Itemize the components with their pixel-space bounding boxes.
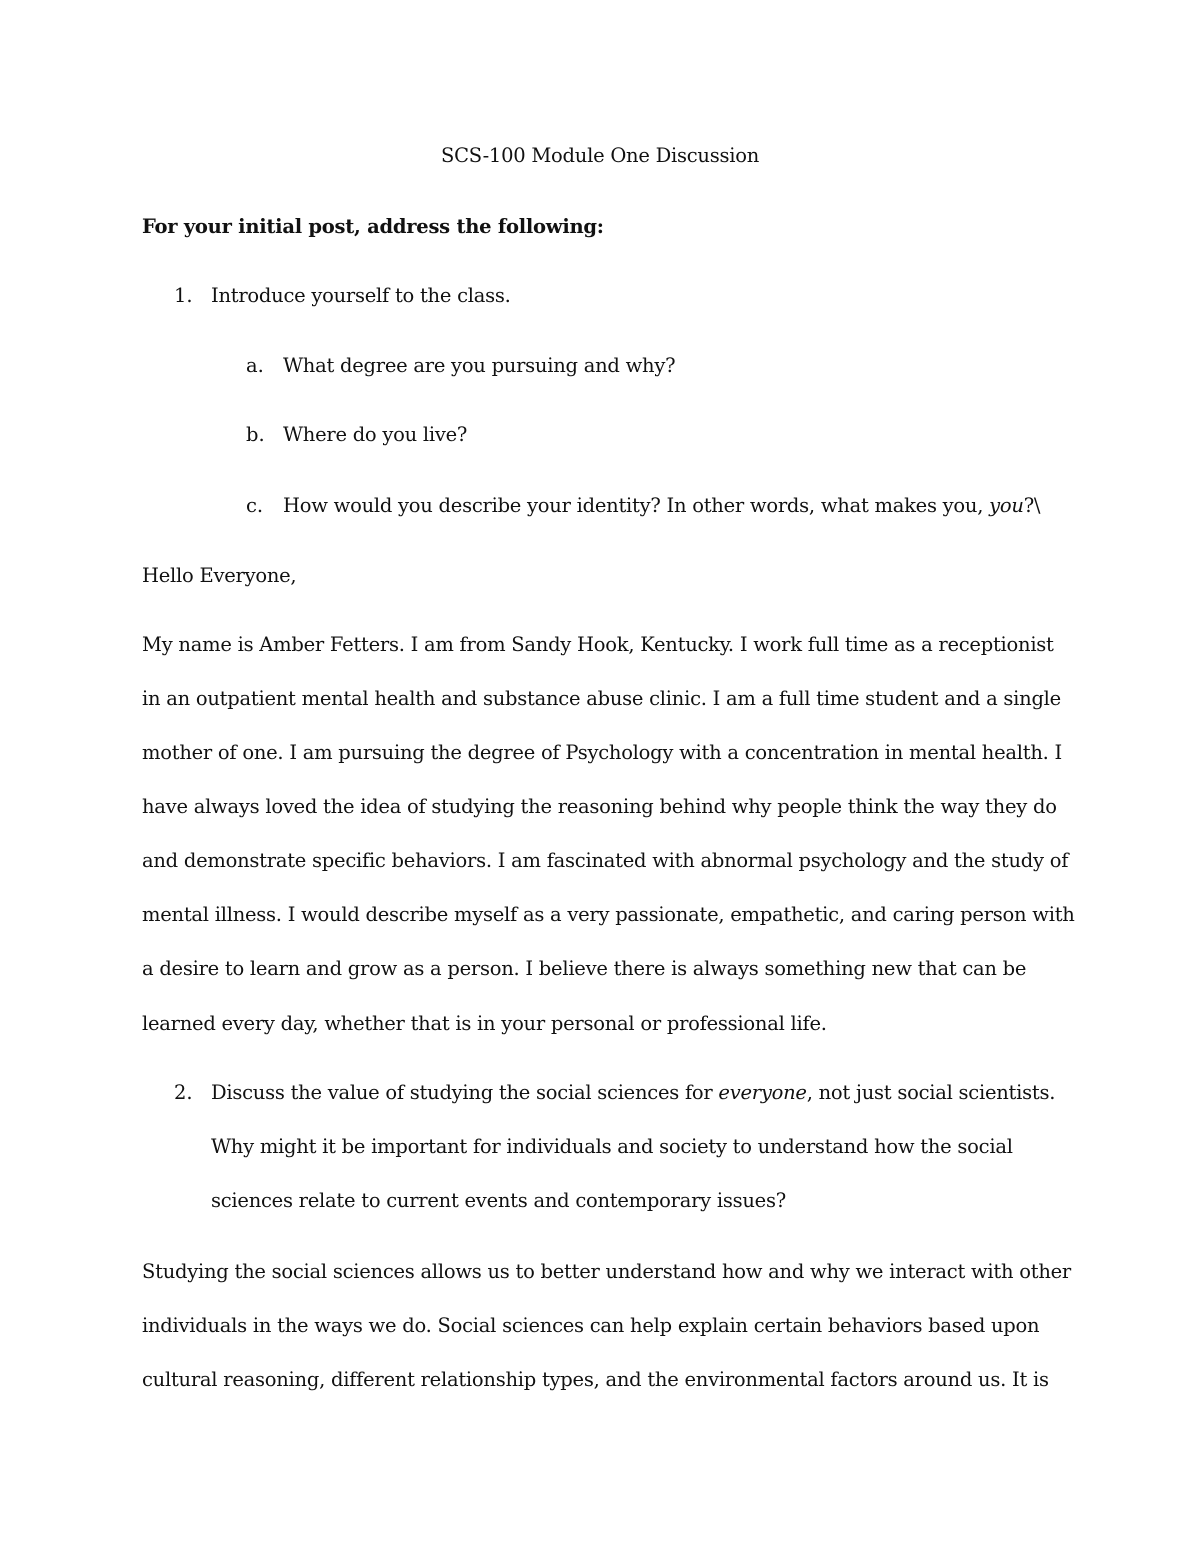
answer1-line: My name is Amber Fetters. I am from Sandy Hook, Kentucky. I work full time as a receptionist: [142, 633, 1054, 656]
prompt-heading: For your initial post, address the following:: [142, 215, 604, 238]
q1c-text-emphasis: you: [989, 494, 1024, 517]
document-title: SCS-100 Module One Discussion: [440, 144, 760, 167]
answer1-line: learned every day, whether that is in your personal or professional life.: [142, 1012, 827, 1035]
q2-line-3: sciences relate to current events and contemporary issues?: [211, 1189, 786, 1212]
answer1-line: have always loved the idea of studying the reasoning behind why people think the way they do: [142, 795, 1057, 818]
q2-line1-after: , not just social scientists.: [806, 1081, 1056, 1104]
q2-number: 2.: [174, 1081, 193, 1104]
q1a-marker: a.: [246, 354, 264, 377]
q1c-text: [283, 492, 1040, 520]
answer2-line: cultural reasoning, different relationship types, and the environmental factors around us. It is: [142, 1368, 1049, 1391]
q1c-marker: c.: [246, 494, 264, 517]
q1-number: 1.: [174, 284, 193, 307]
answer1-line: a desire to learn and grow as a person. I believe there is always something new that can be: [142, 957, 1027, 980]
q1b-text: Where do you live?: [283, 423, 468, 446]
answer1-line: mental illness. I would describe myself as a very passionate, empathetic, and caring person with: [142, 903, 1075, 926]
answer1-line: in an outpatient mental health and substance abuse clinic. I am a full time student and a single: [142, 687, 1061, 710]
q2-line-1: [211, 1079, 1055, 1107]
answer1-line: and demonstrate specific behaviors. I am fascinated with abnormal psychology and the study of: [142, 849, 1069, 872]
q1c-text-before: How would you describe your identity? In other words, what makes you,: [283, 494, 990, 517]
q1b-marker: b.: [246, 423, 265, 446]
answer2-line: individuals in the ways we do. Social sciences can help explain certain behaviors based upon: [142, 1314, 1040, 1337]
answer2-line: Studying the social sciences allows us to better understand how and why we interact with other: [142, 1260, 1072, 1283]
q2-line-2: Why might it be important for individuals and society to understand how the social: [211, 1135, 1013, 1158]
q2-line1-emphasis: everyone: [718, 1081, 807, 1104]
answer1-line: mother of one. I am pursuing the degree of Psychology with a concentration in mental health. I: [142, 741, 1062, 764]
q1c-text-after: ?\: [1023, 494, 1041, 517]
q1a-text: What degree are you pursuing and why?: [283, 354, 676, 377]
q1-text: Introduce yourself to the class.: [211, 284, 511, 307]
greeting: Hello Everyone,: [142, 564, 297, 587]
q2-line1-before: Discuss the value of studying the social sciences for: [211, 1081, 719, 1104]
